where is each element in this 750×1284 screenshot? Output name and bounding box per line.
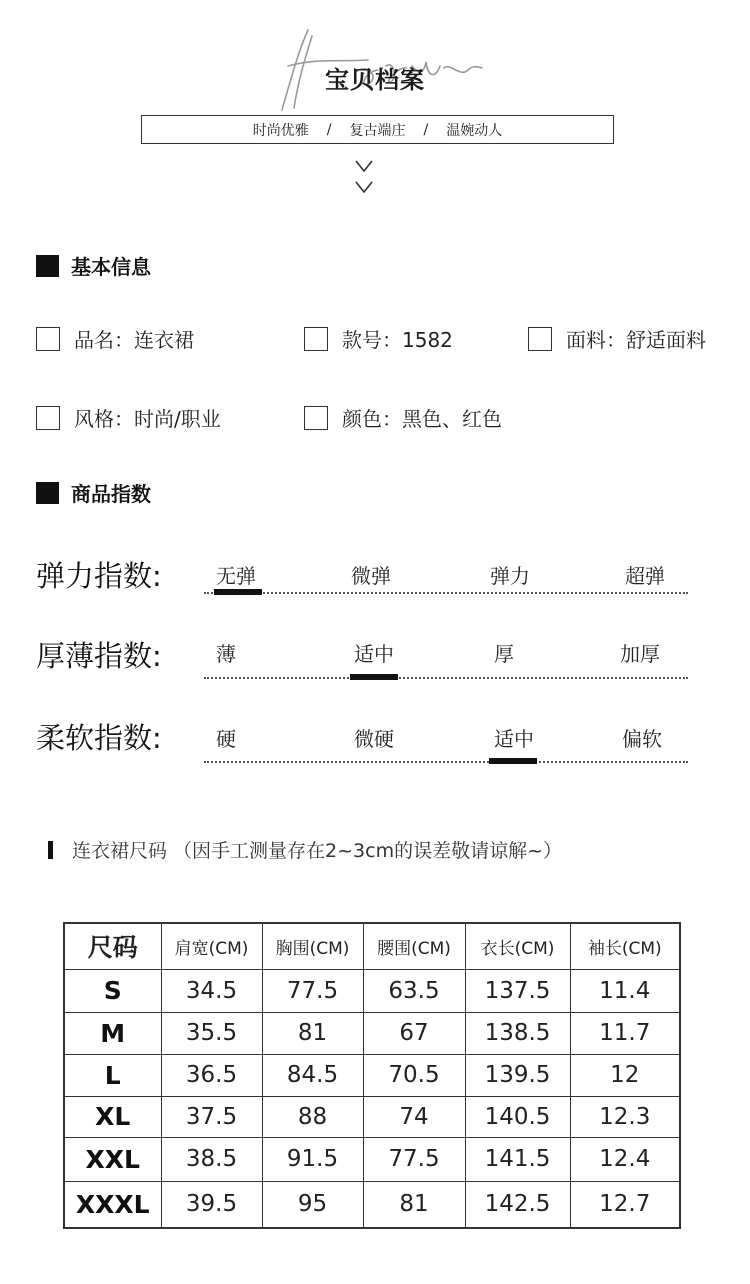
info-item-label: 风格：时尚/职业: [74, 407, 221, 431]
info-item-label: 颜色：黑色、红色: [342, 407, 502, 431]
size-cell: XL: [64, 1096, 161, 1137]
table-cell: 77.5: [363, 1137, 465, 1181]
table-row: [64, 1012, 680, 1054]
table-header-cell: 肩宽(CM): [161, 923, 262, 969]
index-label-softness: 柔软指数:: [36, 721, 162, 755]
table-cell: 35.5: [161, 1012, 262, 1054]
index-option: 弹力: [490, 564, 530, 588]
table-cell: 39.5: [161, 1181, 262, 1228]
checkbox-icon: [528, 327, 552, 351]
table-cell: 34.5: [161, 969, 262, 1012]
table-row: [64, 1181, 680, 1228]
heading-square-icon: [36, 255, 59, 277]
index-option: 偏软: [622, 727, 662, 751]
checkbox-icon: [304, 327, 328, 351]
size-title-bar-icon: [48, 841, 53, 859]
chevron-down-icon: [354, 181, 374, 193]
table-cell: 63.5: [363, 969, 465, 1012]
index-option: 加厚: [620, 642, 660, 666]
table-cell: 142.5: [465, 1181, 570, 1228]
heading-square-icon: [36, 482, 59, 504]
table-cell: 12: [570, 1054, 680, 1096]
table-cell: 74: [363, 1096, 465, 1137]
info-item-style: [36, 403, 221, 432]
table-cell: 70.5: [363, 1054, 465, 1096]
table-cell: 11.4: [570, 969, 680, 1012]
chevron-down-icon: [354, 160, 374, 172]
size-cell: XXL: [64, 1137, 161, 1181]
table-cell: 81: [262, 1012, 363, 1054]
index-option: 硬: [216, 727, 236, 751]
section-heading-label: 基本信息: [71, 255, 151, 279]
table-row: [64, 1096, 680, 1137]
size-chart-title: 连衣裙尺码 （因手工测量存在2~3cm的误差敬请谅解~）: [72, 840, 563, 862]
table-cell: 88: [262, 1096, 363, 1137]
table-cell: 12.7: [570, 1181, 680, 1228]
size-cell: S: [64, 969, 161, 1012]
table-cell: 141.5: [465, 1137, 570, 1181]
table-cell: 95: [262, 1181, 363, 1228]
checkbox-icon: [36, 327, 60, 351]
table-cell: 37.5: [161, 1096, 262, 1137]
table-cell: 139.5: [465, 1054, 570, 1096]
tagline-box: [141, 115, 614, 144]
size-cell: XXXL: [64, 1181, 161, 1228]
table-header-cell: 腰围(CM): [363, 923, 465, 969]
index-dotted-line: [204, 761, 688, 763]
checkbox-icon: [304, 406, 328, 430]
table-cell: 12.4: [570, 1137, 680, 1181]
table-cell: 11.7: [570, 1012, 680, 1054]
index-option: 薄: [216, 642, 236, 666]
table-cell: 77.5: [262, 969, 363, 1012]
table-cell: 140.5: [465, 1096, 570, 1137]
section-heading-product-index: [36, 478, 151, 507]
table-cell: 38.5: [161, 1137, 262, 1181]
index-option: 适中: [494, 727, 534, 751]
info-item-label: 款号：1582: [342, 328, 453, 352]
tagline-item: 时尚优雅: [252, 122, 309, 139]
table-cell: 36.5: [161, 1054, 262, 1096]
tagline-separator: /: [423, 121, 429, 138]
table-header-cell: 尺码: [64, 923, 161, 969]
info-item-color: [304, 403, 502, 432]
index-selected-marker: [214, 589, 262, 595]
index-dotted-line: [204, 677, 688, 679]
table-row: [64, 1137, 680, 1181]
index-selected-marker: [489, 758, 537, 764]
info-item-name: [36, 324, 194, 353]
table-cell: 12.3: [570, 1096, 680, 1137]
index-dotted-line: [204, 592, 688, 594]
table-header-cell: 胸围(CM): [262, 923, 363, 969]
table-row: [64, 969, 680, 1012]
size-table: [63, 922, 681, 1229]
checkbox-icon: [36, 406, 60, 430]
index-option: 微硬: [354, 727, 394, 751]
tagline-item: 复古端庄: [349, 122, 406, 139]
index-option: 微弹: [351, 564, 391, 588]
index-option: 超弹: [625, 564, 665, 588]
table-cell: 81: [363, 1181, 465, 1228]
table-header-cell: 衣长(CM): [465, 923, 570, 969]
tagline-item: 温婉动人: [446, 122, 503, 139]
index-label-elasticity: 弹力指数:: [36, 559, 162, 593]
table-cell: 138.5: [465, 1012, 570, 1054]
table-header-row: [64, 923, 680, 969]
info-item-label: 品名：连衣裙: [74, 328, 194, 352]
index-selected-marker: [350, 674, 398, 680]
page-title: 宝贝档案: [325, 66, 425, 94]
index-label-thickness: 厚薄指数:: [36, 639, 162, 673]
size-cell: L: [64, 1054, 161, 1096]
table-cell: 91.5: [262, 1137, 363, 1181]
info-item-fabric: [528, 324, 706, 353]
index-option: 适中: [354, 642, 394, 666]
table-cell: 137.5: [465, 969, 570, 1012]
table-cell: 84.5: [262, 1054, 363, 1096]
index-option: 无弹: [216, 564, 256, 588]
tagline-separator: /: [326, 121, 332, 138]
table-header-cell: 袖长(CM): [570, 923, 680, 969]
size-cell: M: [64, 1012, 161, 1054]
info-item-style-number: [304, 324, 453, 353]
section-heading-basic-info: [36, 251, 151, 280]
index-option: 厚: [494, 642, 514, 666]
info-item-label: 面料：舒适面料: [566, 328, 706, 352]
table-cell: 67: [363, 1012, 465, 1054]
section-heading-label: 商品指数: [71, 482, 151, 506]
table-row: [64, 1054, 680, 1096]
